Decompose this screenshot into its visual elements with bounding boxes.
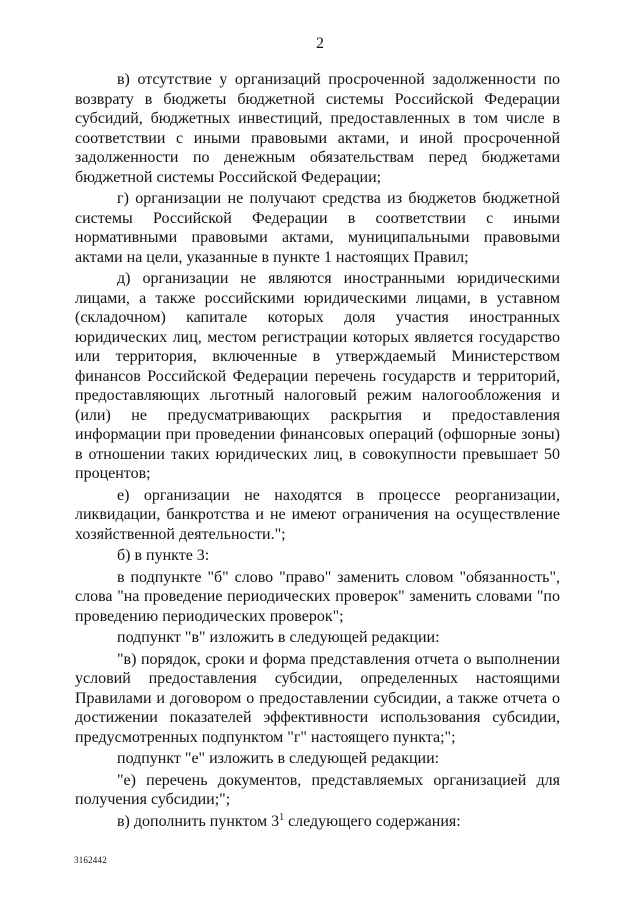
document-code: 3162442: [74, 855, 107, 865]
document-body: [75, 70, 560, 831]
superscript-marker: 1: [279, 811, 285, 823]
paragraph-item-v: в) отсутствие у организаций просроченной задолженности по возврату в бюджеты бюджетной системы Российской Федерации субсидий, бюджетных инвестиций, предоставленных в том числе в соответствии с иными правовыми актами, и иной просроченной задолженности по денежным обязательствам перед бюджетами бюджетной системы Российской Федерации;: [75, 71, 560, 186]
paragraph-subpoint-b-change: в подпункте "б" слово "право" заменить словом "обязанность", слова "на проведение периодических проверок" заменить словами "по проведению периодических проверок";: [75, 568, 560, 625]
paragraph-item-g: г) организации не получают средства из бюджетов бюджетной системы Российской Федерации в соответствии с иными нормативными правовыми актами, муниципальными правовыми актами на цели, указанные в пункте 1 настоящих Правил;: [75, 190, 560, 266]
add-point-text-before: в) дополнить пунктом 3: [117, 812, 280, 830]
paragraph-subpoint-v-intro: подпункт "в" изложить в следующей редакции:: [117, 629, 440, 646]
paragraph-add-point-3-1: [75, 812, 560, 832]
paragraph-subpoint-e-text: "е) перечень документов, представляемых организацией для получения субсидии;";: [75, 771, 560, 808]
page-number: 2: [316, 35, 324, 52]
add-point-text-after: следующего содержания:: [284, 812, 461, 830]
paragraph-item-e: е) организации не находятся в процессе реорганизации, ликвидации, банкротства и не имеют ограничения на осуществление хозяйственной деятельности.";: [75, 486, 560, 543]
paragraph-subpoint-e-intro: подпункт "е" изложить в следующей редакции:: [117, 750, 440, 767]
paragraph-subpoint-v-text: "в) порядок, сроки и форма представления отчета о выполнении условий предоставления субсидии, определенных настоящими Правилами и договором о предоставлении субсидии, а также отчета о достижении показателей эффективности использования субсидии, предусмотренных подпунктом "г" настоящего пункта;";: [75, 650, 560, 746]
paragraph-point-3-heading: б) в пункте 3:: [117, 547, 210, 564]
paragraph-item-d: д) организации не являются иностранными юридическими лицами, а также российскими юридическими лицами, в уставном (складочном) капитале которых доля участия иностранных юридических лиц, местом регистрации которых является государство или территория, включенные в утверждаемый Министерством финансов Российской Федерации перечень государств и территорий, предоставляющих льготный налоговый режим налогообложения и (или) не предусматривающих раскрытия и предоставления информации при проведении финансовых операций (офшорные зоны) в отношении таких юридических лиц, в совокупности превышает 50 процентов;: [75, 270, 560, 482]
